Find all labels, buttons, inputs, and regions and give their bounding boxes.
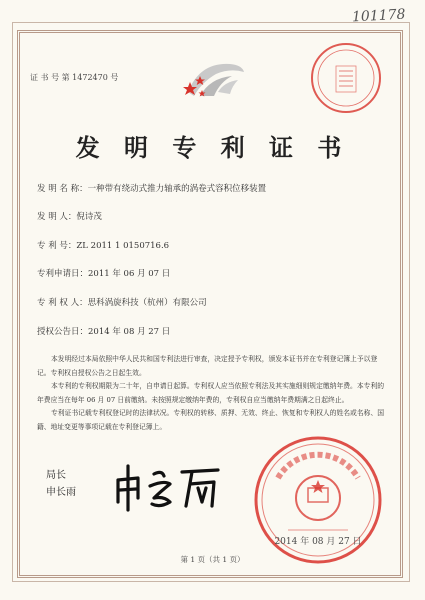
apply-date-row (37, 267, 170, 279)
invention-name-label: 发 明 名 称： (37, 184, 88, 194)
patent-number-value: ZL 2011 1 0150716.6 (76, 241, 170, 251)
apply-date-value: 2011 年 06 月 07 日 (88, 269, 171, 279)
body-paragraph: 专利证书记载专利权登记时的法律状况。专利权的转移、质押、无效、终止、恢复和专利权人的姓名或名称、国籍、地址变更等事项记载在专利登记簿上。 (37, 409, 385, 431)
page-footer: 第 1 页（共 1 页） (180, 555, 245, 564)
patent-office-logo (180, 52, 250, 104)
inventor-label: 发 明 人： (37, 212, 77, 222)
signer-name: 申长雨 (46, 487, 76, 498)
patent-number-label: 专 利 号： (37, 241, 77, 251)
certificate-number: 证 书 号 第 1472470 号 (30, 73, 119, 82)
invention-name-row (37, 182, 266, 194)
grant-date-label: 授权公告日： (37, 327, 89, 337)
inventor-value: 倪诗茂 (76, 212, 102, 222)
certificate-body (37, 353, 385, 434)
patent-owner-row (37, 296, 207, 308)
state-ip-office-seal (248, 430, 388, 570)
body-paragraph: 本发明经过本局依照中华人民共和国专利法进行审查，决定授予专利权，颁发本证书并在专利登记簿上予以登记。专利权自授权公告之日起生效。 (37, 355, 378, 377)
inventor-row (37, 210, 102, 222)
patent-owner-label: 专 利 权 人： (37, 298, 88, 308)
handwritten-number: 101178 (351, 6, 406, 26)
handwritten-signature (110, 458, 230, 518)
grant-date-row (37, 325, 170, 337)
certificate-title: 发 明 专 利 证 书 (75, 133, 350, 162)
invention-name-value: 一种带有绕动式推力轴承的涡卷式容积位移装置 (87, 184, 267, 194)
grant-date-value: 2014 年 08 月 27 日 (88, 327, 171, 337)
patent-number-row (37, 239, 169, 251)
apply-date-label: 专利申请日： (37, 269, 89, 279)
body-paragraph: 本专利的专利权期限为二十年，自申请日起算。专利权人应当依照专利法及其实施细则规定缴纳年费。本专利的年费应当在每年 06 月 07 日前缴纳。未按照规定缴纳年费的，专利权自应当缴纳年费期满之日起终止。 (37, 382, 385, 404)
patent-owner-value: 思科涡旋科技（杭州）有限公司 (87, 298, 207, 308)
signer-title: 局长 (46, 470, 66, 481)
seal-date: 2014 年 08 月 27 日 (274, 537, 362, 547)
official-seal-top (306, 38, 386, 118)
